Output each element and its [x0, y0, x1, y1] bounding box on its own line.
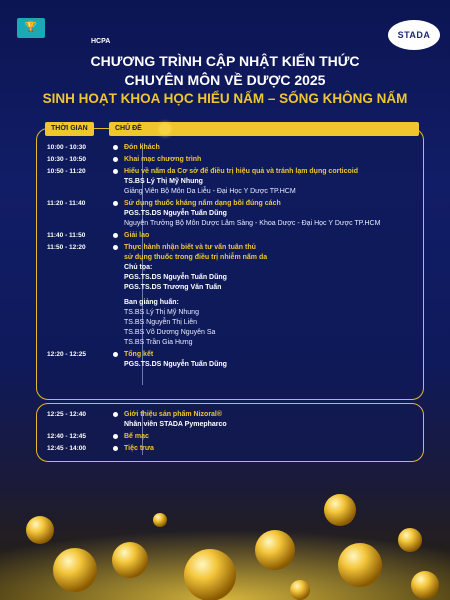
topic-column-header: CHỦ ĐỀ	[109, 122, 419, 136]
topic-line: Bế mạc	[124, 433, 149, 440]
topic-line: PGS.TS.DS Trương Văn Tuấn	[124, 284, 222, 291]
schedule-panel	[36, 125, 424, 400]
schedule-time: 12:20 - 12:25	[47, 351, 87, 358]
timeline-dot-icon	[113, 145, 118, 150]
cup-icon: 🏆	[17, 18, 45, 38]
topic-line: Sử dụng thuốc kháng nấm dạng bôi đúng cách	[124, 200, 281, 207]
schedule-topic	[124, 143, 160, 153]
schedule-topic	[124, 243, 267, 348]
topic-line: PGS.TS.DS Nguyễn Tuấn Dũng	[124, 210, 227, 217]
topic-line: TS.BS Nguyễn Thị Liên	[124, 319, 198, 326]
topic-line: Ban giảng huấn:	[124, 299, 179, 306]
topic-line: Hiểu về nấm da Cơ sở để điều trị hiệu quả và tránh lạm dụng corticoid	[124, 168, 358, 175]
timeline-dot-icon	[113, 434, 118, 439]
time-column-header: THỜI GIAN	[45, 122, 94, 136]
topic-line: PGS.TS.DS Nguyễn Tuấn Dũng	[124, 274, 227, 281]
page-title	[0, 52, 450, 90]
schedule-time: 11:40 - 11:50	[47, 232, 86, 239]
topic-line: Chủ tọa:	[124, 264, 153, 271]
schedule-topic	[124, 199, 380, 229]
schedule-time: 11:20 - 11:40	[47, 200, 86, 207]
hcpa-logo	[14, 18, 111, 48]
timeline-dot-icon	[113, 233, 118, 238]
schedule-time: 12:45 - 14:00	[47, 445, 87, 452]
topic-line: Tiệc trưa	[124, 445, 154, 452]
topic-line: Khai mạc chương trình	[124, 156, 202, 163]
topic-line: Thực hành nhận biết và tư vấn tuân thủ	[124, 244, 256, 251]
schedule-topic	[124, 167, 358, 197]
topic-line: sử dụng thuốc trong điều trị nhiễm nấm da	[124, 254, 268, 261]
schedule-time: 12:40 - 12:45	[47, 433, 87, 440]
timeline-dot-icon	[113, 157, 118, 162]
topic-line: Nguyên Trưởng Bộ Môn Dược Lâm Sàng - Khoa Dược - Đại Học Y Dược TP.HCM	[124, 220, 381, 227]
topic-line: TS.BS Võ Dương Nguyên Sa	[124, 329, 216, 336]
page-subtitle: SINH HOẠT KHOA HỌC HIỂU NẤM – SỐNG KHÔNG NẤM	[42, 91, 408, 106]
topic-line: Tổng kết	[124, 351, 154, 358]
title-line-1: CHƯƠNG TRÌNH CẬP NHẬT KIẾN THỨC	[90, 53, 360, 69]
timeline-dot-icon	[113, 245, 118, 250]
schedule-time: 11:50 - 12:20	[47, 244, 86, 251]
hcpa-logo-text: HCPA	[91, 38, 111, 45]
topic-line: Giới thiệu sản phẩm Nizoral®	[124, 411, 223, 418]
schedule-time: 10:30 - 10:50	[47, 156, 87, 163]
topic-line: Nhân viên STADA Pymepharco	[124, 421, 227, 428]
timeline-dot-icon	[113, 201, 118, 206]
topic-line: TS.BS Trần Gia Hưng	[124, 339, 193, 346]
schedule-time: 10:50 - 11:20	[47, 168, 86, 175]
topic-line: PGS.TS.DS Nguyễn Tuấn Dũng	[124, 361, 227, 368]
golden-bubbles-decoration	[0, 440, 450, 600]
schedule-time: 10:00 - 10:30	[47, 144, 87, 151]
schedule-time: 12:25 - 12:40	[47, 411, 87, 418]
schedule-topic	[124, 350, 227, 370]
timeline-dot-icon	[159, 123, 171, 135]
schedule-topic	[124, 410, 227, 430]
timeline-dot-icon	[113, 412, 118, 417]
timeline-dot-icon	[113, 169, 118, 174]
schedule-topic	[124, 231, 149, 241]
topic-line: Giải lao	[124, 232, 150, 239]
topic-line: Đón khách	[124, 144, 160, 151]
stada-logo: STADA	[388, 20, 440, 50]
topic-line: TS.BS Lý Thị Mỹ Nhung	[124, 309, 199, 316]
topic-line: TS.BS Lý Thị Mỹ Nhung	[124, 178, 203, 185]
timeline-dot-icon	[113, 352, 118, 357]
topic-line: Giảng Viên Bộ Môn Da Liễu - Đại Học Y Dược TP.HCM	[124, 188, 296, 195]
title-line-2: CHUYÊN MÔN VỀ DƯỢC 2025	[124, 72, 326, 88]
schedule-topic	[124, 155, 201, 165]
